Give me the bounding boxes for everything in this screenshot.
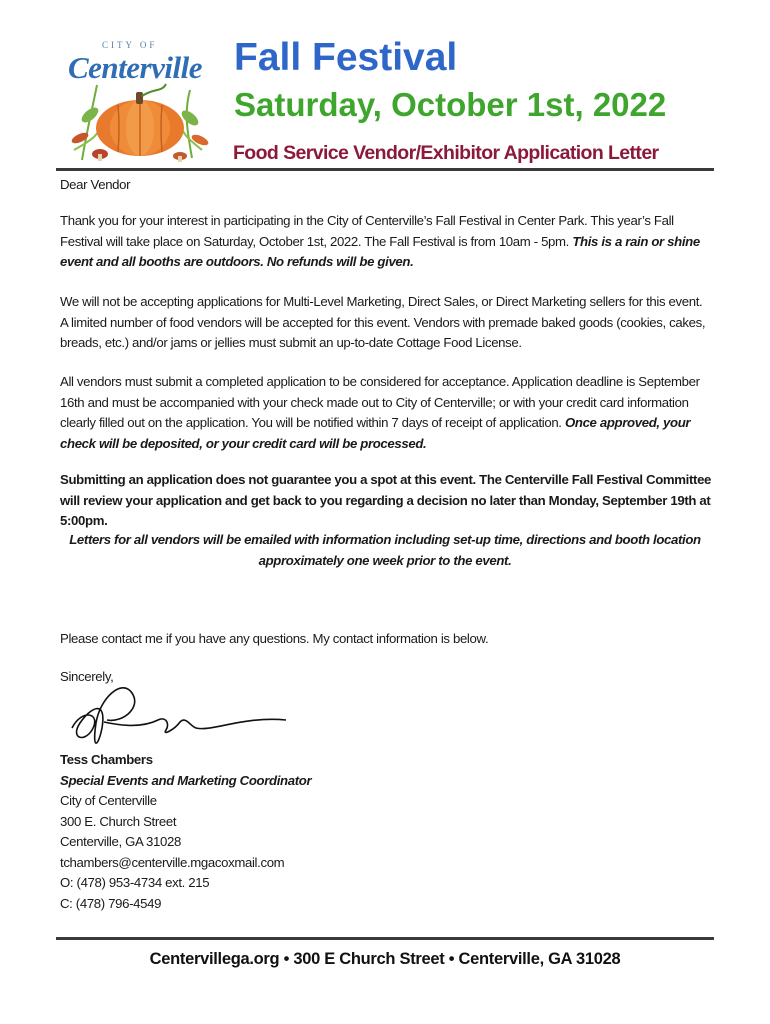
- contact-office-phone: O: (478) 953-4734 ext. 215: [60, 875, 210, 890]
- paragraph-submission-text: All vendors must submit a completed application to be considered for acceptance. Application deadline is September 16th and must be accompanied with your check made out to City of Centerville; or with your credit card information clearly filled out on the application. You will be notified within 7 days of receipt of application.: [60, 374, 700, 430]
- contact-organization: City of Centerville: [60, 793, 157, 808]
- contact-email[interactable]: tchambers@centerville.mgacoxmail.com: [60, 854, 285, 870]
- city-logo: [62, 40, 217, 165]
- header-divider: [56, 168, 714, 171]
- event-date: Saturday, October 1st, 2022: [234, 86, 667, 123]
- paragraph-intro-emphasis: This is a rain or shine event and all booths are outdoors. No refunds will be given.: [60, 233, 700, 269]
- page-title: Fall Festival: [234, 36, 458, 79]
- contact-cell-phone: C: (478) 796-4549: [60, 895, 162, 911]
- paragraph-restrictions: We will not be accepting applications for Multi-Level Marketing, Direct Sales, or Direct Marketing sellers for this event. A limited number of food vendors will be accepted for this event. Vendors with premade baked goods (cookies, cakes, breads, etc.) and/or jams or jellies must submit an up-to-date Cottage Food License.: [60, 294, 706, 350]
- greeting: Dear Vendor: [60, 177, 131, 192]
- contact-name: Tess Chambers: [60, 752, 153, 767]
- contact-address-line2: Centerville, GA 31028: [60, 834, 181, 849]
- paragraph-contact: Please contact me if you have any questions. My contact information is below.: [60, 631, 489, 646]
- logo-city-label: CITY OF: [102, 40, 158, 50]
- signature-image: [62, 668, 302, 756]
- footer-address: Centervillega.org • 300 E Church Street • Centerville, GA 31028: [149, 950, 621, 968]
- closing: Sincerely,: [60, 669, 114, 684]
- letter-subtitle: Food Service Vendor/Exhibitor Application Letter: [233, 142, 659, 164]
- paragraph-decision: Submitting an application does not guarantee you a spot at this event. The Centerville Fall Festival Committee will review your application and get back to you regarding a decision no later than Monday, September 19th at 5:00pm.: [60, 472, 712, 528]
- contact-block: [60, 750, 311, 914]
- paragraph-intro: [60, 211, 712, 273]
- contact-role: Special Events and Marketing Coordinator: [60, 772, 312, 788]
- footer-divider: [56, 937, 714, 940]
- paragraph-submission: [60, 372, 712, 454]
- contact-address-line1: 300 E. Church Street: [60, 813, 177, 829]
- paragraph-notice: Letters for all vendors will be emailed with information including set-up time, directions and booth location approximately one week prior to the event.: [69, 532, 701, 568]
- paragraph-intro-text: Thank you for your interest in participating in the City of Centerville’s Fall Festival in Center Park. This year’s Fall Festival will take place on Saturday, October 1st, 2022. The Fall Festival is from 10am - 5pm.: [60, 213, 674, 249]
- logo-wordmark: Centerville: [68, 50, 202, 85]
- paragraph-submission-emphasis: Once approved, your check will be deposited, or your credit card will be processed.: [60, 415, 691, 451]
